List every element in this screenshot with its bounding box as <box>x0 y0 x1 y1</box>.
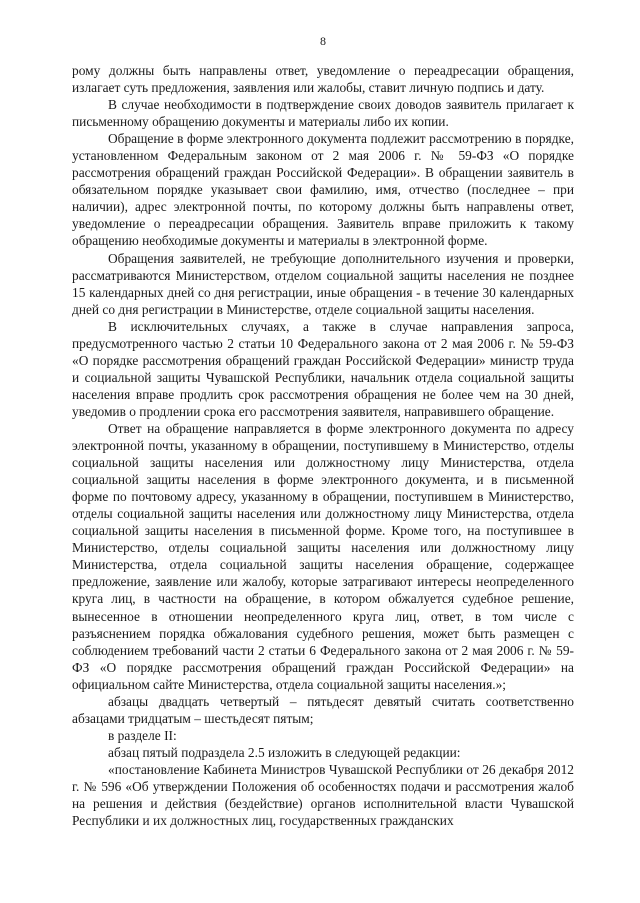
paragraph-6: Ответ на обращение направляется в форме электронного документа по адресу электронной почты, указанному в обращении, поступившему в Министерство, отделы социальной защиты населения или должностному лицу Министерства, отдела социальной защиты населения в форме электронного документа, и в письменной форме по почтовому адресу, указанному в обращении, поступившем в Министерство, отделы социальной защиты населения или должностному лицу Министерства, отдела социальной защиты населения в письменной форме. Кроме того, на поступившее в Министерство, отделы социальной защиты населения или должностному лицу Министерства, отдела социальной защиты населения обращение, содержащее предложение, заявление или жалобу, которые затрагивают интересы неопределенного круга лиц, в частности на обращение, в котором обжалуется судебное решение, вынесенное в отношении неопределенного круга лиц, ответ, в том числе с разъяснением порядка обжалования судебного решения, может быть размещен с соблюдением требований части 2 статьи 6 Федерального закона от 2 мая 2006 г. № 59-ФЗ «О порядке рассмотрения обращений граждан Российской Федерации» на официальном сайте Министерства, отдела социальной защиты населения.»; <box>72 420 574 692</box>
document-body <box>72 62 574 829</box>
paragraph-2: В случае необходимости в подтверждение своих доводов заявитель прилагает к письменному обращению документы и материалы либо их копии. <box>72 97 574 130</box>
paragraph-5: В исключительных случаях, а также в случае направления запроса, предусмотренного частью 2 статьи 10 Федерального закона от 2 мая 2006 г. № 59-ФЗ «О порядке рассмотрения обращений граждан Российской Федерации» министр труда и социальной защиты Чувашской Республики, начальник отдела социальной защиты населения вправе продлить срок рассмотрения обращения не более чем на 30 дней, уведомив о продлении срока его рассмотрения заявителя, направившего обращение. <box>72 318 574 419</box>
paragraph-1: рому должны быть направлены ответ, уведомление о переадресации обращения, излагает суть предложения, заявления или жалобы, ставит личную подпись и дату. <box>72 63 574 96</box>
paragraph-4: Обращения заявителей, не требующие дополнительного изучения и проверки, рассматриваются Министерством, отделом социальной защиты населения не позднее 15 календарных дней со дня регистрации, иные обращения - в течение 30 календарных дней со дня регистрации в Министерстве, отделе социальной защиты населения. <box>72 250 574 317</box>
paragraph-7: абзацы двадцать четвертый – пятьдесят девятый считать соответственно абзацами тридцатым – шестьдесят пятым; <box>72 693 574 726</box>
paragraph-10: «постановление Кабинета Министров Чувашской Республики от 26 декабря 2012 г. № 596 «Об утверждении Положения об особенностях подачи и рассмотрения жалоб на решения и действия (бездействие) органов исполнительной власти Чувашской Республики и их должностных лиц, государственных гражданских <box>72 761 574 829</box>
page-number: 8 <box>320 34 326 48</box>
paragraph-9: абзац пятый подраздела 2.5 изложить в следующей редакции: <box>108 744 461 760</box>
paragraph-3: Обращение в форме электронного документа подлежит рассмотрению в порядке, установленном Федеральным законом от 2 мая 2006 г. № 59-ФЗ «О порядке рассмотрения обращений граждан Российской Федерации». В обращении заявитель в обязательном порядке указывает свои фамилию, имя, отчество (последнее – при наличии), адрес электронной почты, по которому должны быть направлены ответ, уведомление о переадресации обращения. Заявитель вправе приложить к такому обращению необходимые документы и материалы в электронной форме. <box>72 131 574 249</box>
paragraph-8: в разделе II: <box>108 727 177 743</box>
